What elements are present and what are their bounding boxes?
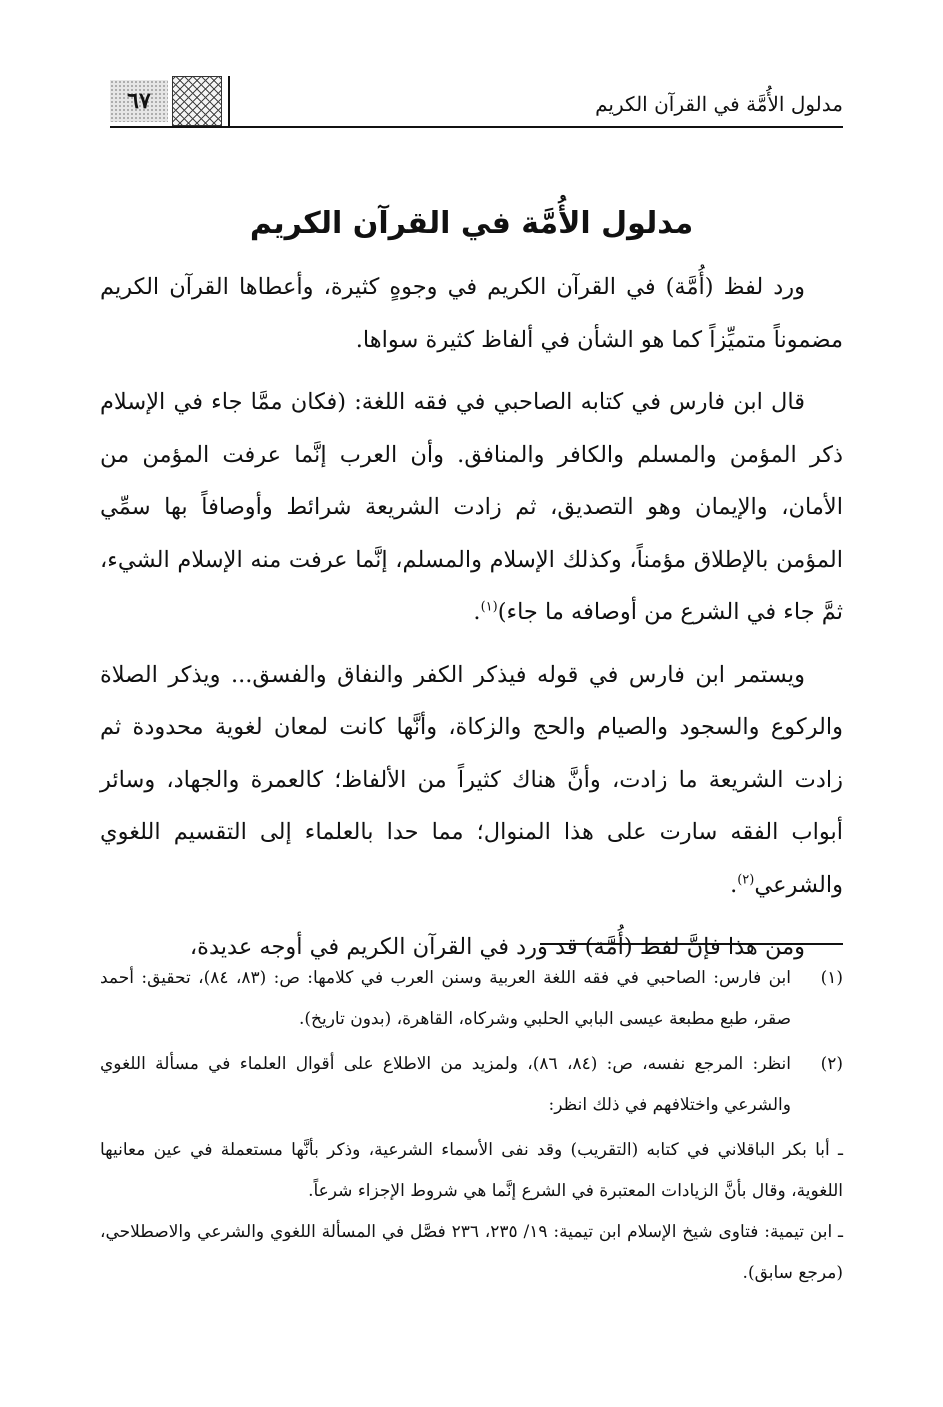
footnote-item: ـ ابن تيمية: فتاوى شيخ الإسلام ابن تيمية: ١٩/ ٢٣٥، ٢٣٦ فصَّل في المسألة اللغوي والشرعي والاصطلاحي، (مرجع سابق).	[100, 1222, 843, 1283]
footnote-ref: (١)	[480, 599, 498, 615]
footnote-text: انظر: المرجع نفسه، ص: (٨٤، ٨٦)، ولمزيد من الاطلاع على أقوال العلماء في مسألة اللغوي والشرعي واختلافهم في ذلك انظر:	[100, 1054, 791, 1115]
page-number: ٦٧	[127, 88, 151, 114]
paragraph: ورد لفظ (أُمَّة) في القرآن الكريم في وجوهٍ كثيرة، وأعطاها القرآن الكريم مضموناً متميِّزاً كما هو الشأن في ألفاظ كثيرة سواها.	[100, 274, 843, 353]
paragraph-end: .	[473, 599, 481, 625]
chapter-heading: مدلول الأُمَّة في القرآن الكريم	[249, 206, 694, 241]
header-divider	[228, 76, 230, 126]
footnote-text: ابن فارس: الصاحبي في فقه اللغة العربية وسنن العرب في كلامها: ص: (٨٣، ٨٤)، تحقيق: أحمد صقر، طبع مطبعة عيسى البابي الحلبي وشركاه، القاهرة، (بدون تاريخ).	[100, 968, 792, 1029]
paragraph	[100, 649, 843, 912]
footnote-separator	[540, 943, 843, 945]
footnotes	[100, 958, 843, 1294]
paragraph	[100, 376, 843, 639]
footnote	[100, 1044, 843, 1126]
paragraph-end: .	[730, 871, 738, 898]
paragraph: ومن هذا فإنَّ لفظ (أُمَّة) قد ورد في القرآن الكريم في أوجه عديدة،	[189, 934, 805, 960]
body-text	[100, 261, 843, 984]
footnote-number: (٢)	[820, 1054, 843, 1074]
page-number-box	[110, 80, 168, 122]
header-rule	[110, 126, 843, 128]
footnote-item: ـ أبا بكر الباقلاني في كتابه (التقريب) وقد نفى الأسماء الشرعية، وذكر بأنَّها مستعملة في عين معانيها اللغوية، وقال بأنَّ الزيادات المعتبرة في الشرع إنَّما هي شروط الإجزاء شرعاً.	[100, 1140, 843, 1201]
ornament-icon	[172, 76, 222, 126]
footnote	[100, 958, 843, 1040]
footnote-ref: (٢)	[737, 872, 755, 887]
running-header-title: مدلول الأُمَّة في القرآن الكريم	[595, 92, 843, 116]
paragraph-text: ويستمر ابن فارس في قوله فيذكر الكفر والنفاق والفسق... ويذكر الصلاة والركوع والسجود والصيام والحج والزكاة، وأنَّها كانت لمعان لغوية محدودة ثم زادت الشريعة ما زادت، وأنَّ هناك كثيراً من الألفاظ؛ كالعمرة والجهاد، وسائر أبواب الفقه سارت على هذا المنوال؛ مما حدا بالعلماء إلى التقسيم اللغوي والشرعي	[100, 661, 843, 898]
footnote-number: (١)	[820, 968, 843, 988]
paragraph-text: قال ابن فارس في كتابه الصاحبي في فقه اللغة: (فكان ممَّا جاء في الإسلام ذكر المؤمن والمسلم والكافر والمنافق. وأن العرب إنَّما عرفت المؤمن من الأمان، والإيمان وهو التصديق، ثم زادت الشريعة شرائط وأوصافاً بها سمِّي المؤمن بالإطلاق مؤمناً، وكذلك الإسلام والمسلم، إنَّما عرفت منه الإسلام الشيء، ثمَّ جاء في الشرع من أوصافه ما جاء)	[100, 389, 843, 625]
